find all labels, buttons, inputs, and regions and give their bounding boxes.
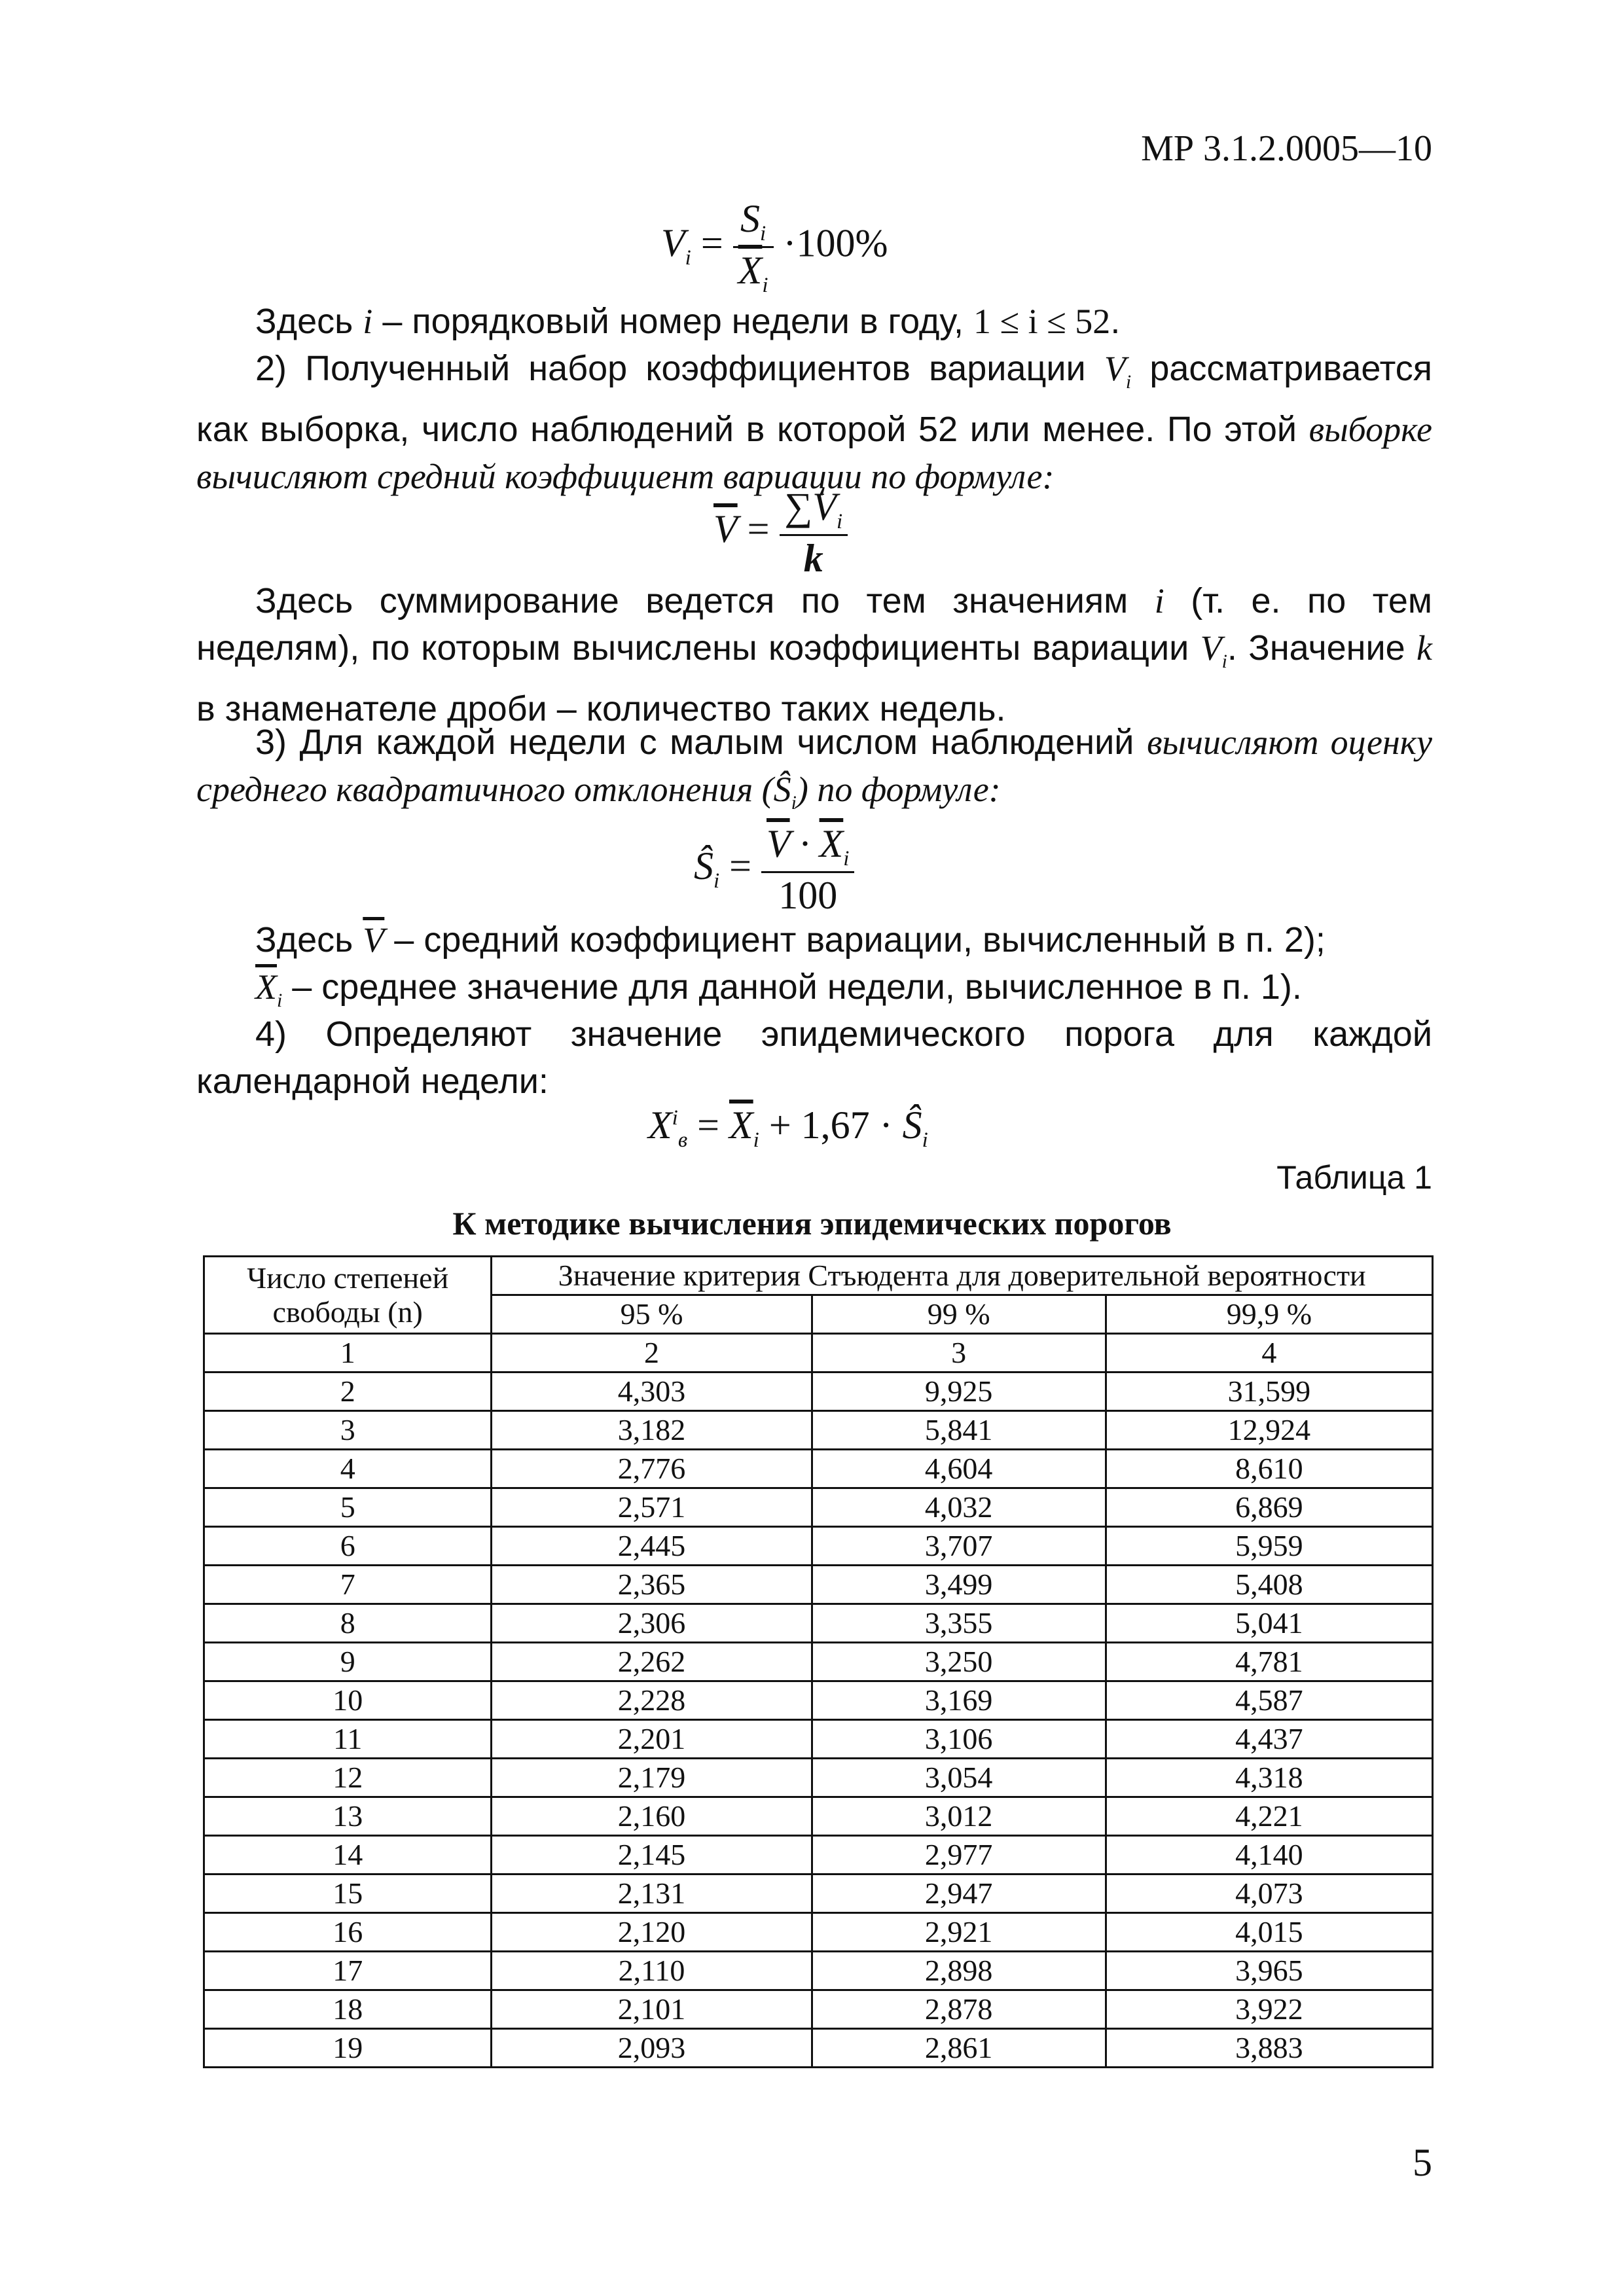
table-cell: 5,841 xyxy=(812,1411,1106,1450)
table-cell: 2,977 xyxy=(812,1836,1106,1874)
table-body xyxy=(204,1372,1433,2068)
table-cell: 5 xyxy=(204,1488,492,1527)
table-cell: 4,318 xyxy=(1106,1759,1432,1797)
table-cell: 4,303 xyxy=(492,1372,812,1411)
table-cell: 6 xyxy=(204,1527,492,1566)
formula-var: Ŝ xyxy=(694,844,713,888)
paragraph-x-definition: $\overline{X}_i$ – среднее значение для данной недели, вычисленное в п. 1). xyxy=(255,967,1302,1011)
paragraph-step-3: 3) Для каждой недели с малым числом наблюдений вычисляют оценку среднего квадратичного отклонения $(Ŝ_i)$ по формуле: xyxy=(196,723,1432,814)
table-cell: 12,924 xyxy=(1106,1411,1432,1450)
table-cell: 4,032 xyxy=(812,1488,1106,1527)
table-cell: 11 xyxy=(204,1720,492,1759)
table-cell: 9 xyxy=(204,1643,492,1681)
table-row xyxy=(204,1527,1433,1566)
table-cell: 2,179 xyxy=(492,1759,812,1797)
student-t-table xyxy=(203,1255,1434,2068)
table-cell: 18 xyxy=(204,1990,492,2029)
table-cell: 2 xyxy=(204,1372,492,1411)
table-cell: 9,925 xyxy=(812,1372,1106,1411)
table-column-number-row xyxy=(204,1334,1433,1372)
formula-sub: i xyxy=(685,246,691,270)
paragraph-v-definition: Здесь $\overline{V}$ – средний коэффициент вариации, вычисленный в п. 2); xyxy=(255,920,1326,960)
formula-sub: i xyxy=(762,274,768,297)
table-row xyxy=(204,1836,1433,1874)
table-cell: 16 xyxy=(204,1913,492,1952)
table-subheader-cell: 95 % xyxy=(492,1295,812,1334)
table-cell: 2,093 xyxy=(492,2029,812,2068)
formula-var: $\overline{X}$ xyxy=(738,249,763,292)
table-cell: 5,041 xyxy=(1106,1604,1432,1643)
table-cell: 4,073 xyxy=(1106,1874,1432,1913)
table-cell: 2,365 xyxy=(492,1566,812,1604)
table-cell: 10 xyxy=(204,1681,492,1720)
table-cell: 2,201 xyxy=(492,1720,812,1759)
formula-var: S xyxy=(740,197,760,240)
table-subheader-cell: 99,9 % xyxy=(1106,1295,1432,1334)
table-cell: 12 xyxy=(204,1759,492,1797)
table-cell: 3,965 xyxy=(1106,1952,1432,1990)
table-cell: 8,610 xyxy=(1106,1450,1432,1488)
paragraph-step-2: 2) Полученный набор коэффициентов вариации $V_i$ рассматривается как выборка, число наблюдений в которой 52 или менее. По этой выборке вычисляют средний коэффициент вариации по формуле: xyxy=(196,349,1433,496)
table-column-number: 4 xyxy=(1106,1334,1432,1372)
table-cell: 4,587 xyxy=(1106,1681,1432,1720)
formula-var: k xyxy=(803,537,823,580)
table-cell: 5,959 xyxy=(1106,1527,1432,1566)
table-cell: 19 xyxy=(204,2029,492,2068)
table-caption: Таблица 1 xyxy=(1276,1159,1432,1196)
table-row xyxy=(204,1643,1433,1681)
formula-fraction xyxy=(733,196,774,298)
table-row xyxy=(204,1990,1433,2029)
formula-sub: i xyxy=(836,510,843,533)
formula-var: ∑V xyxy=(784,485,837,528)
table-cell: 4,015 xyxy=(1106,1913,1432,1952)
table-cell: 2,228 xyxy=(492,1681,812,1720)
table-column-number: 1 xyxy=(204,1334,492,1372)
table-cell: 4 xyxy=(204,1450,492,1488)
formula-variation-coefficient: $V_i$ = $\frac{S_i}{\overline{X}_i}$ ·100% xyxy=(661,197,888,297)
formula-threshold: $X^i_в = \overline{X}_i + 1,67$ · $Ŝ_i$ xyxy=(648,1103,928,1152)
table-cell: 3,169 xyxy=(812,1681,1106,1720)
table-cell: 3,707 xyxy=(812,1527,1106,1566)
table-header-group: Значение критерия Стъюдента для доверительной вероятности xyxy=(492,1257,1433,1295)
table-cell: 3,922 xyxy=(1106,1990,1432,2029)
table-cell: 2,921 xyxy=(812,1913,1106,1952)
paragraph-summation: Здесь суммирование ведется по тем значениям i (т. е. по тем неделям), по которым вычислены коэффициенты вариации $V_i$. Значение k в знаменателе дроби – количество таких недель. xyxy=(196,581,1432,728)
formula-fraction xyxy=(780,484,848,581)
table-cell: 2,160 xyxy=(492,1797,812,1836)
document-code: МР 3.1.2.0005—10 xyxy=(1141,128,1432,169)
table-cell: 13 xyxy=(204,1797,492,1836)
table-cell: 7 xyxy=(204,1566,492,1604)
table-cell: 6,869 xyxy=(1106,1488,1432,1527)
table-cell: 2,145 xyxy=(492,1836,812,1874)
table-row xyxy=(204,1797,1433,1836)
table-cell: 3,054 xyxy=(812,1759,1106,1797)
table-cell: 4,604 xyxy=(812,1450,1106,1488)
table-cell: 2,898 xyxy=(812,1952,1106,1990)
formula-var: $\overline{V}$ xyxy=(713,507,738,550)
table-column-number: 2 xyxy=(492,1334,812,1372)
table-cell: 2,947 xyxy=(812,1874,1106,1913)
formula-fraction: $\frac{\overline{V} \cdot \overline{X}_i}{100}$ xyxy=(761,821,854,918)
table-cell: 3,355 xyxy=(812,1604,1106,1643)
table-subheader-cell: 99 % xyxy=(812,1295,1106,1334)
table-cell: 3,250 xyxy=(812,1643,1106,1681)
table-cell: 3,499 xyxy=(812,1566,1106,1604)
formula-sub: i xyxy=(713,869,720,893)
page-number: 5 xyxy=(1413,2141,1432,2184)
table-cell: 3 xyxy=(204,1411,492,1450)
table-cell: 8 xyxy=(204,1604,492,1643)
table-row xyxy=(204,1450,1433,1488)
table-cell: 2,776 xyxy=(492,1450,812,1488)
table-cell: 2,861 xyxy=(812,2029,1106,2068)
table-cell: 2,445 xyxy=(492,1527,812,1566)
table-row xyxy=(204,1372,1433,1411)
table-cell: 3,182 xyxy=(492,1411,812,1450)
table-cell: 3,012 xyxy=(812,1797,1106,1836)
table-row xyxy=(204,1488,1433,1527)
table-cell: 2,120 xyxy=(492,1913,812,1952)
paragraph-step-4: 4) Определяют значение эпидемического порога для каждой календарной недели: xyxy=(196,1014,1432,1101)
table-cell: 4,221 xyxy=(1106,1797,1432,1836)
formula-tail: ·100% xyxy=(783,221,888,265)
paragraph-index-definition: Здесь i – порядковый номер недели в году, 1 ≤ i ≤ 52. xyxy=(255,302,1121,341)
table-cell: 2,306 xyxy=(492,1604,812,1643)
table-row xyxy=(204,1720,1433,1759)
table-cell: 3,106 xyxy=(812,1720,1106,1759)
formula-std-estimate: $Ŝ_i$ = $\frac{\overline{V} \cdot \overline{X}_i}{100}$ xyxy=(694,821,854,918)
formula-sub: i xyxy=(760,222,767,245)
table-row xyxy=(204,2029,1433,2068)
formula-mean-variation: $\overline{V}$ = $\frac{\sum V_i}{k}$ xyxy=(713,484,848,581)
table-cell: 15 xyxy=(204,1874,492,1913)
table-cell: 31,599 xyxy=(1106,1372,1432,1411)
table-row xyxy=(204,1604,1433,1643)
table-row xyxy=(204,1952,1433,1990)
table-row xyxy=(204,1566,1433,1604)
table-cell: 14 xyxy=(204,1836,492,1874)
formula-var: V xyxy=(661,221,685,265)
table-cell: 5,408 xyxy=(1106,1566,1432,1604)
table-title: К методике вычисления эпидемических порогов xyxy=(452,1205,1172,1242)
table-cell: 2,878 xyxy=(812,1990,1106,2029)
table-row xyxy=(204,1874,1433,1913)
table-cell: 2,101 xyxy=(492,1990,812,2029)
table-row xyxy=(204,1681,1433,1720)
table-header-dof: Число степеней свободы (n) xyxy=(204,1257,492,1334)
table-column-number: 3 xyxy=(812,1334,1106,1372)
table-cell: 17 xyxy=(204,1952,492,1990)
table-cell: 4,140 xyxy=(1106,1836,1432,1874)
table-cell: 2,571 xyxy=(492,1488,812,1527)
table-cell: 4,437 xyxy=(1106,1720,1432,1759)
table-cell: 4,781 xyxy=(1106,1643,1432,1681)
table-cell: 2,262 xyxy=(492,1643,812,1681)
table-cell: 2,131 xyxy=(492,1874,812,1913)
table-row xyxy=(204,1411,1433,1450)
table-cell: 3,883 xyxy=(1106,2029,1432,2068)
table-row xyxy=(204,1913,1433,1952)
table-row xyxy=(204,1759,1433,1797)
table-cell: 2,110 xyxy=(492,1952,812,1990)
